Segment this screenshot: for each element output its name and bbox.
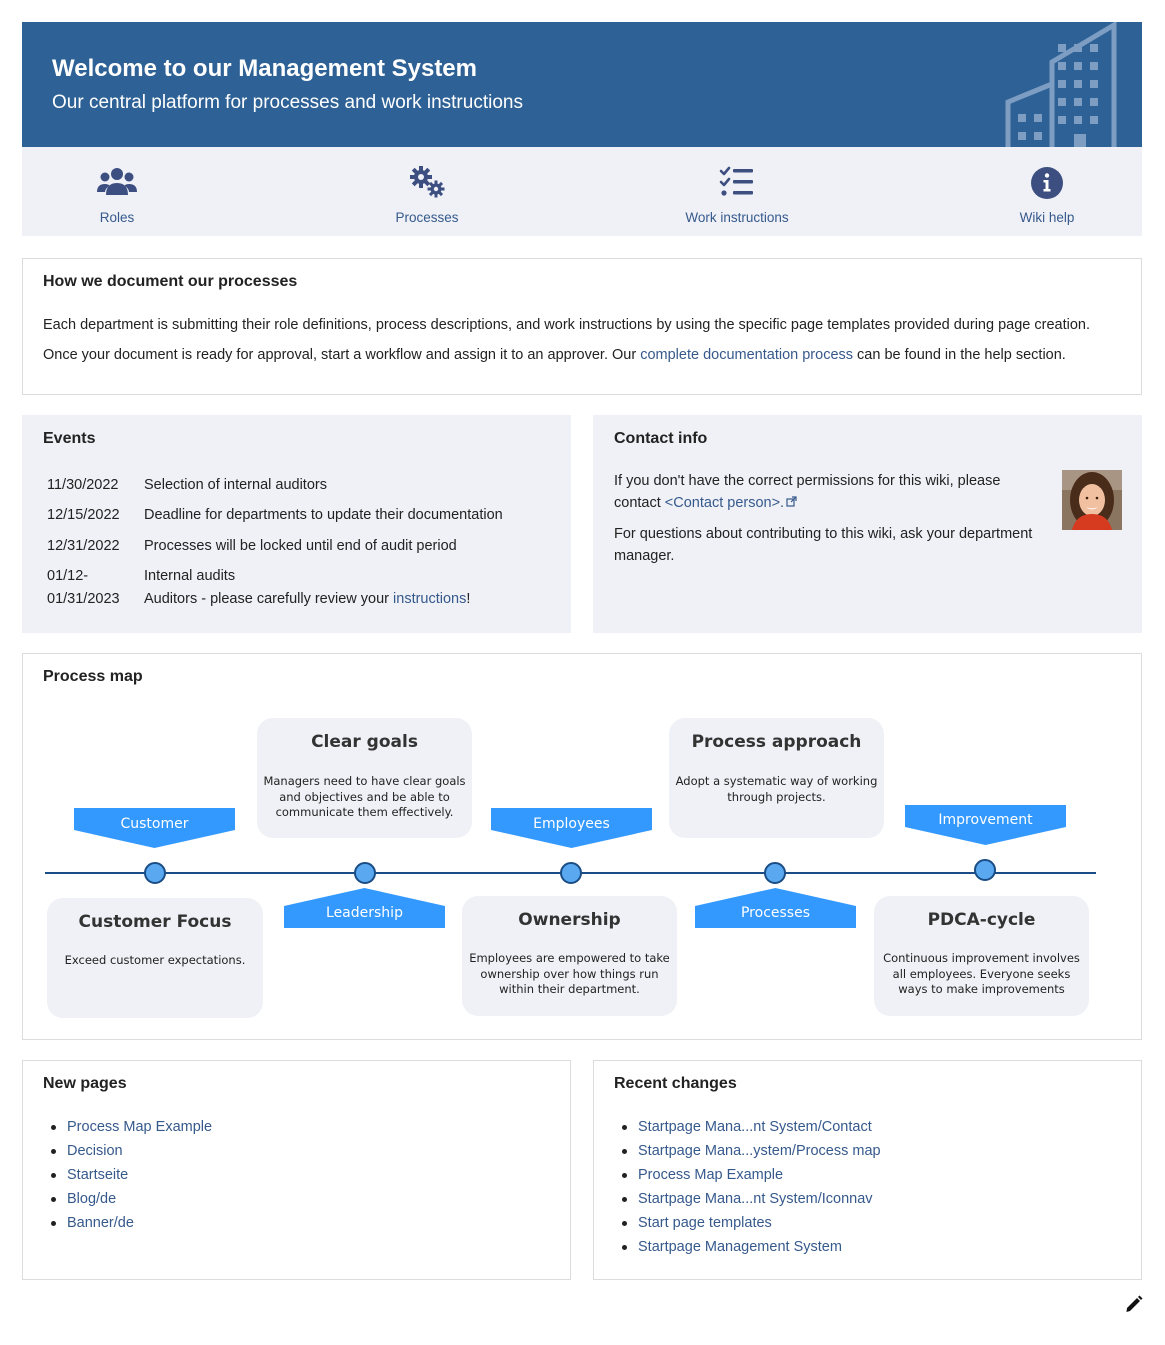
new-pages-list <box>67 1115 212 1235</box>
list-item[interactable]: Blog/de <box>67 1187 212 1211</box>
list-item[interactable]: Banner/de <box>67 1211 212 1235</box>
timeline-node <box>560 862 582 884</box>
external-link-icon <box>786 496 797 507</box>
card-line: through projects. <box>727 789 826 804</box>
event-date: 11/30/2022 <box>47 477 119 493</box>
list-item[interactable]: Startpage Mana...ystem/Process map <box>638 1139 881 1163</box>
card-customer-focus <box>47 898 263 1018</box>
recent-changes-list <box>638 1115 881 1259</box>
pencil-icon[interactable] <box>1125 1295 1143 1313</box>
avatar <box>1062 470 1122 530</box>
card-line: Managers need to have clear goals <box>263 774 466 788</box>
list-item[interactable]: Decision <box>67 1139 212 1163</box>
card-title: Customer Focus <box>78 912 232 932</box>
card-line: ways to make improvements <box>898 982 1065 996</box>
checklist-icon <box>717 165 757 201</box>
card-description <box>261 774 468 821</box>
flag-label: Employees <box>533 816 610 832</box>
list-item[interactable]: Process Map Example <box>638 1163 881 1187</box>
nav-item-roles[interactable] <box>22 147 212 236</box>
flag-improvement <box>905 805 1066 845</box>
card-process-approach <box>669 718 884 838</box>
building-icon <box>982 22 1142 147</box>
documentation-text: Once your document is ready for approval, start a workflow and assign it to an approver. Our <box>43 347 641 363</box>
nav-label-processes: Processes <box>395 210 459 225</box>
documentation-text-end: can be found in the help section. <box>853 347 1066 363</box>
list-item[interactable]: Startpage Mana...nt System/Iconnav <box>638 1187 881 1211</box>
flag-label: Customer <box>120 816 189 832</box>
recent-changes-title: Recent changes <box>614 1075 737 1092</box>
documentation-box <box>22 258 1142 395</box>
card-pdca-cycle <box>874 896 1089 1016</box>
gears-icon <box>407 165 447 201</box>
contact-text: contact <box>614 495 665 511</box>
event-date: 01/12- <box>47 568 89 584</box>
card-line: within their department. <box>499 982 640 996</box>
new-pages-title: New pages <box>43 1075 127 1092</box>
nav-label-work-instructions: Work instructions <box>685 210 789 225</box>
nav-item-processes[interactable] <box>332 147 522 236</box>
list-item[interactable]: Process Map Example <box>67 1115 212 1139</box>
nav-item-work-instructions[interactable] <box>642 147 832 236</box>
event-text: Processes will be locked until end of audit period <box>144 538 457 554</box>
card-title: Process approach <box>691 732 862 752</box>
card-line: Continuous improvement involves <box>883 951 1080 965</box>
flag-label: Processes <box>740 905 810 921</box>
contact-paragraph-1-line-1: If you don't have the correct permissions for this wiki, please <box>614 473 1001 489</box>
events-box <box>22 415 571 633</box>
nav-item-wiki-help[interactable] <box>952 147 1142 236</box>
contact-person-photo <box>1062 470 1122 530</box>
contact-box <box>593 415 1142 633</box>
contact-paragraph-1-line-2 <box>614 492 797 514</box>
banner <box>22 22 1142 147</box>
list-item[interactable]: Startpage Management System <box>638 1235 881 1259</box>
event-text: Internal audits <box>144 568 236 584</box>
recent-changes-box <box>593 1060 1142 1280</box>
card-title: Ownership <box>518 910 621 930</box>
card-line: all employees. Everyone seeks <box>892 966 1071 981</box>
card-description <box>466 951 673 998</box>
nav-label-roles: Roles <box>99 210 135 225</box>
contact-paragraph-2-line-1: For questions about contributing to this wiki, ask your department <box>614 526 1033 542</box>
card-description <box>673 774 880 805</box>
card-title: Clear goals <box>311 732 418 752</box>
list-item[interactable]: Start page templates <box>638 1211 881 1235</box>
card-ownership <box>462 896 677 1016</box>
event-text-end: ! <box>466 591 471 607</box>
event-text: Deadline for departments to update their documentation <box>144 507 503 523</box>
event-date: 01/31/2023 <box>47 591 120 607</box>
info-icon <box>1027 165 1067 201</box>
icon-navigation <box>22 147 1142 236</box>
process-map-box <box>22 653 1142 1040</box>
banner-subtitle: Our central platform for processes and work instructions <box>52 92 523 113</box>
card-line: Adopt a systematic way of working <box>675 774 878 788</box>
card-title: PDCA-cycle <box>927 910 1036 930</box>
list-item[interactable]: Startpage Mana...nt System/Contact <box>638 1115 881 1139</box>
flag-label: Improvement <box>938 812 1033 828</box>
documentation-title: How we document our processes <box>43 273 298 290</box>
banner-title: Welcome to our Management System <box>52 55 477 82</box>
flag-employees <box>491 808 652 848</box>
documentation-paragraph-2 <box>43 344 1066 366</box>
flag-processes <box>695 888 856 928</box>
process-map-title: Process map <box>43 668 143 685</box>
card-line: and objectives and be able to <box>279 789 450 804</box>
documentation-process-link[interactable]: complete documentation process <box>640 347 854 363</box>
events-title: Events <box>43 430 96 447</box>
card-clear-goals <box>257 718 472 838</box>
flag-label: Leadership <box>326 905 403 921</box>
card-description <box>878 951 1085 998</box>
card-line: communicate them effectively. <box>275 805 454 819</box>
card-line: Employees are empowered to take <box>469 951 670 965</box>
event-text: Selection of internal auditors <box>144 477 327 493</box>
event-text <box>144 588 470 611</box>
event-date: 12/31/2022 <box>47 538 120 554</box>
contact-paragraph-2-line-2: manager. <box>614 548 675 564</box>
contact-person-link[interactable]: <Contact person>. <box>664 495 785 511</box>
card-line: ownership over how things run <box>480 966 659 981</box>
card-description <box>51 953 259 969</box>
documentation-paragraph-1: Each department is submitting their role definitions, process descriptions, and work instructions by using the specific page templates provided during page creation. <box>43 317 1090 333</box>
flag-customer <box>74 808 235 848</box>
card-line: Exceed customer expectations. <box>64 953 246 967</box>
timeline-node <box>144 862 166 884</box>
new-pages-box <box>22 1060 571 1280</box>
flag-leadership <box>284 888 445 928</box>
timeline-node <box>764 862 786 884</box>
event-date: 12/15/2022 <box>47 507 120 523</box>
instructions-link[interactable]: instructions <box>393 591 467 607</box>
users-icon <box>97 165 137 201</box>
timeline-node <box>974 859 996 881</box>
nav-label-wiki-help: Wiki help <box>1019 210 1075 225</box>
list-item[interactable]: Startseite <box>67 1163 212 1187</box>
event-text-part: Auditors - please carefully review your <box>144 591 394 607</box>
contact-title: Contact info <box>614 430 708 447</box>
timeline-node <box>354 862 376 884</box>
